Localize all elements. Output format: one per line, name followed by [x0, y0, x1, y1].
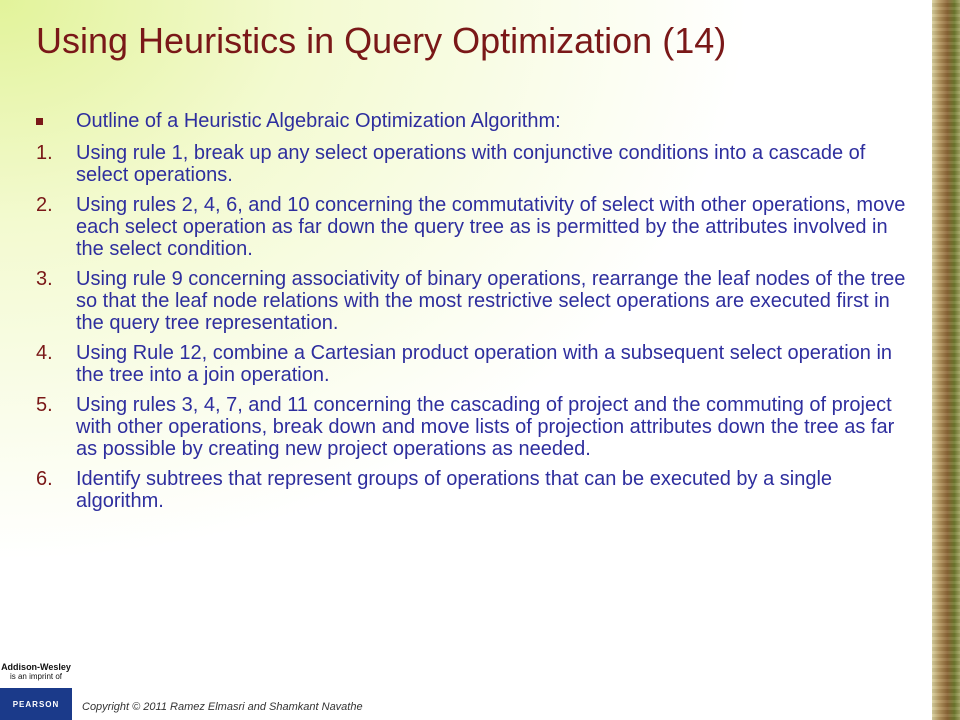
step-text: Using rule 9 concerning associativity of binary operations, rearrange the leaf nodes of the tree so that the leaf node relations with the most restrictive select operations are executed first in the query tree representation. — [76, 268, 906, 334]
intro-text: Outline of a Heuristic Algebraic Optimization Algorithm: — [76, 110, 561, 132]
step-number: 5. — [36, 394, 53, 416]
publisher-subtitle: is an imprint of — [9, 672, 63, 681]
step-text: Using rules 2, 4, 6, and 10 concerning the commutativity of select with other operations, move each select operation as far down the query tree as is permitted by the attributes involved in the select condition. — [76, 194, 906, 260]
list-item — [36, 194, 916, 260]
decorative-side-bar — [932, 0, 960, 720]
step-number: 3. — [36, 268, 53, 290]
list-item — [36, 342, 916, 386]
step-text: Using rules 3, 4, 7, and 11 concerning the cascading of project and the commuting of project with other operations, break down and move lists of projection attributes down the tree as far as possible by creating new project operations as needed. — [76, 394, 895, 460]
list-item — [36, 142, 916, 186]
step-number: 4. — [36, 342, 53, 364]
step-text: Using rule 1, break up any select operations with conjunctive conditions into a cascade of select operations. — [76, 142, 866, 186]
slide-body — [36, 110, 916, 520]
list-item — [36, 394, 916, 460]
intro-bullet — [36, 110, 916, 132]
list-item — [36, 268, 916, 334]
publisher-logo — [0, 660, 72, 720]
list-item — [36, 468, 916, 512]
copyright-notice: Copyright © 2011 Ramez Elmasri and Shamkant Navathe — [82, 701, 363, 713]
pearson-brand: PEARSON — [0, 688, 72, 720]
square-bullet-icon — [36, 118, 43, 125]
publisher-name: Addison-Wesley — [1, 662, 71, 672]
slide-title: Using Heuristics in Query Optimization (14) — [36, 20, 727, 61]
step-number: 1. — [36, 142, 53, 164]
step-text: Using Rule 12, combine a Cartesian product operation with a subsequent select operation in the tree into a join operation. — [76, 342, 893, 386]
algorithm-steps — [36, 142, 916, 512]
step-text: Identify subtrees that represent groups of operations that can be executed by a single algorithm. — [76, 468, 833, 512]
step-number: 2. — [36, 194, 53, 216]
step-number: 6. — [36, 468, 53, 490]
